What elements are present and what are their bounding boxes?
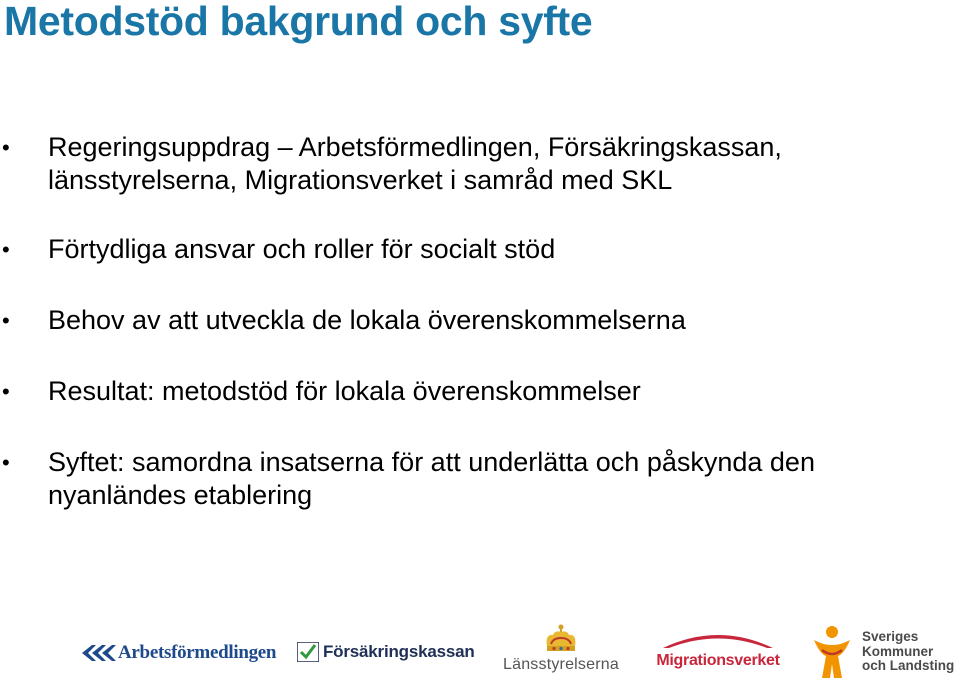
bullet-item xyxy=(0,304,950,337)
logo-bar xyxy=(0,620,960,680)
af-chevron-icon xyxy=(82,644,116,662)
skl-text-line: Sveriges xyxy=(862,629,919,645)
skl-logo xyxy=(808,624,954,680)
bullet-dot: • xyxy=(2,308,10,333)
crown-icon xyxy=(541,624,581,654)
bullet-item xyxy=(0,131,950,197)
forsakringskassan-text: Försäkringskassan xyxy=(323,642,475,661)
bullet-line: Regeringsuppdrag – Arbetsförmedlingen, Försäkringskassan, xyxy=(48,132,782,162)
bullet-line: nyanländes etablering xyxy=(48,480,313,510)
bullet-dot: • xyxy=(2,135,10,160)
migrationsverket-text: Migrationsverket xyxy=(656,652,780,669)
bullet-dot: • xyxy=(2,450,10,475)
skl-figure-icon xyxy=(808,624,856,680)
skl-text-line: Kommuner xyxy=(862,643,934,659)
bullet-item xyxy=(0,446,950,512)
arbetsformedlingen-logo xyxy=(82,642,276,664)
bullet-dot: • xyxy=(2,237,10,262)
lansstyrelserna-logo xyxy=(498,624,624,674)
bullet-item xyxy=(0,233,950,266)
arc-icon xyxy=(659,630,777,648)
bullet-dot: • xyxy=(2,379,10,404)
forsakringskassan-logo xyxy=(297,642,475,662)
bullet-item xyxy=(0,375,950,408)
bullet-line: Behov av att utveckla de lokala överenskommelserna xyxy=(48,305,686,335)
fk-check-icon xyxy=(297,642,319,662)
bullet-line: Förtydliga ansvar och roller för socialt stöd xyxy=(48,234,556,264)
arbetsformedlingen-text: Arbetsförmedlingen xyxy=(118,642,277,663)
skl-text-line: och Landsting xyxy=(862,658,955,674)
bullet-line: Syftet: samordna insatserna för att underlätta och påskynda den xyxy=(48,447,815,477)
lansstyrelserna-text: Länsstyrelserna xyxy=(503,656,619,673)
skl-text xyxy=(862,630,954,674)
bullet-list xyxy=(0,131,950,550)
bullet-line: länsstyrelserna, Migrationsverket i samråd med SKL xyxy=(48,165,673,195)
bullet-line: Resultat: metodstöd för lokala överenskommelser xyxy=(48,376,641,406)
migrationsverket-logo xyxy=(648,630,788,670)
slide-title: Metodstöd bakgrund och syfte xyxy=(4,0,593,44)
